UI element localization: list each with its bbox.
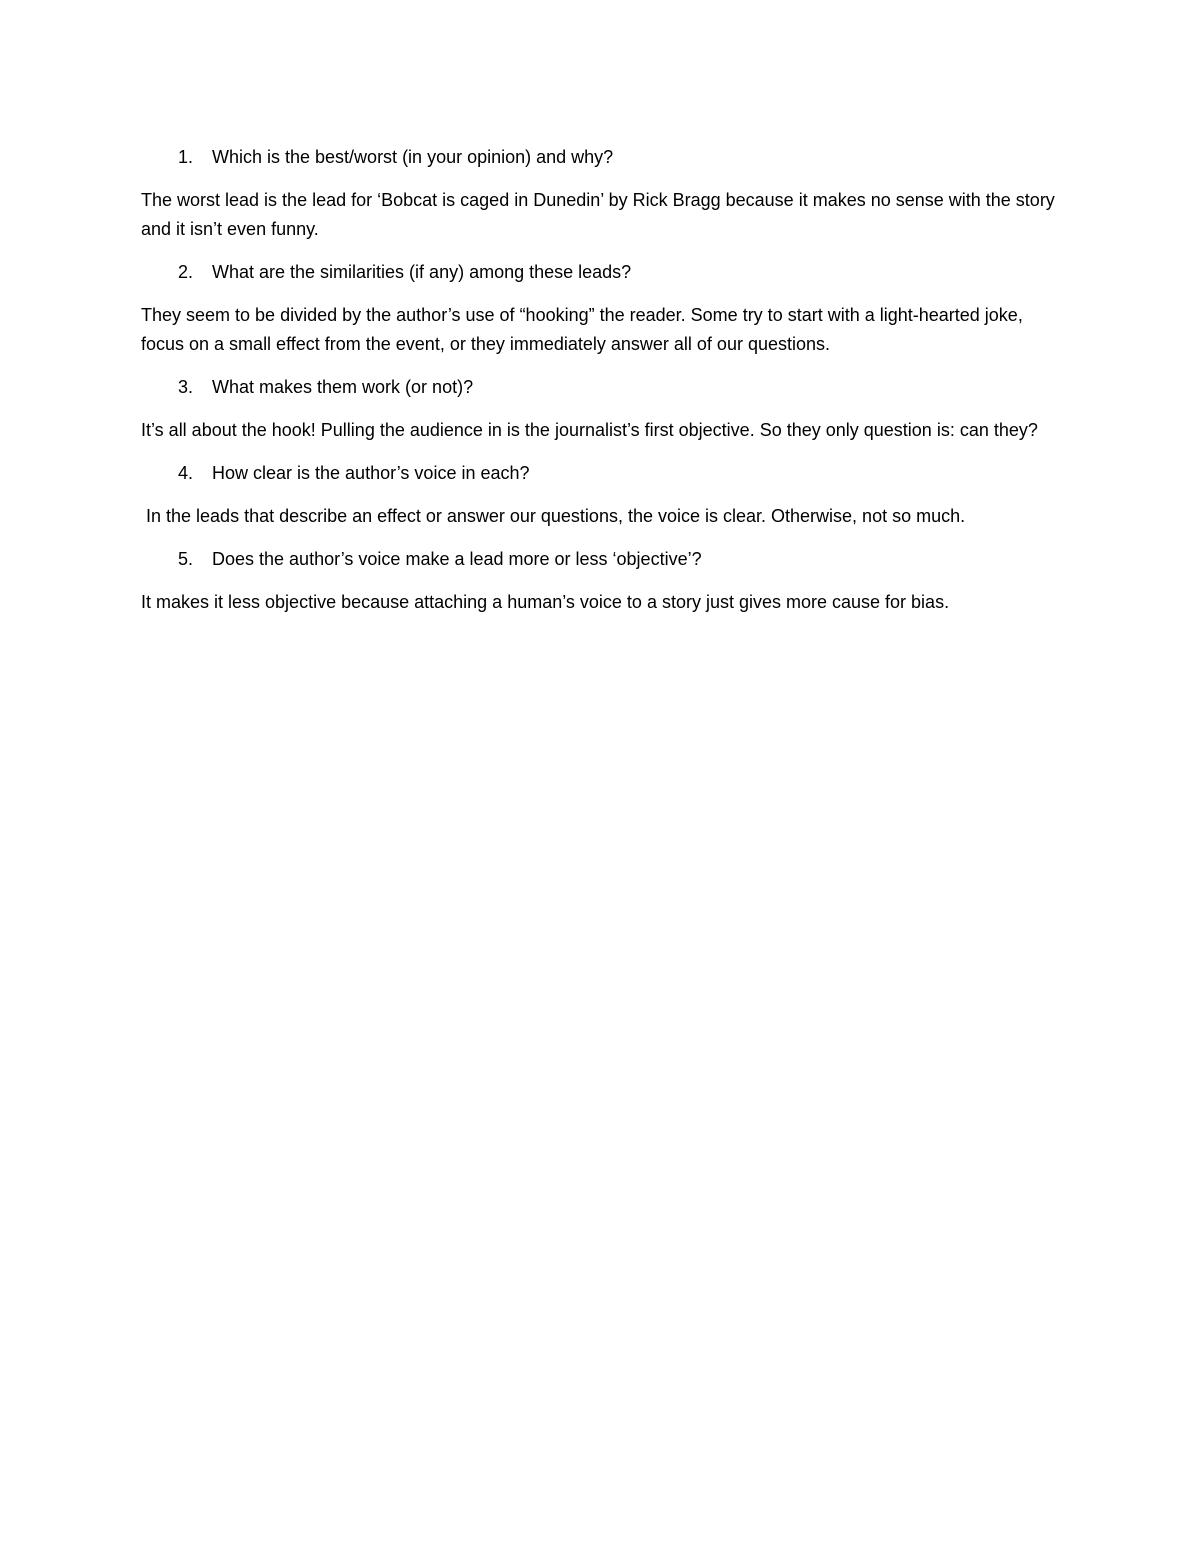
question-text: What are the similarities (if any) among these leads?	[212, 262, 632, 282]
document-body	[141, 143, 1061, 631]
question-number: 3.	[178, 377, 194, 397]
answer-3: It’s all about the hook! Pulling the audience in is the journalist’s first objective. So they only question is: can they?	[141, 420, 1038, 440]
question-text: How clear is the author’s voice in each?	[212, 463, 530, 483]
question-number: 5.	[178, 549, 194, 569]
answer-1: The worst lead is the lead for ‘Bobcat is caged in Dunedin’ by Rick Bragg because it makes no sense with the story and it isn’t even funny.	[141, 190, 1055, 239]
question-1	[141, 143, 1061, 172]
question-5	[141, 545, 1061, 574]
answer-2: They seem to be divided by the author’s use of “hooking” the reader. Some try to start with a light-hearted joke, focus on a small effect from the event, or they immediately answer all of our questions.	[141, 305, 1023, 354]
question-text: What makes them work (or not)?	[212, 377, 474, 397]
answer-5: It makes it less objective because attaching a human’s voice to a story just gives more cause for bias.	[141, 592, 950, 612]
question-number: 4.	[178, 463, 194, 483]
question-3	[141, 373, 1061, 402]
question-text: Which is the best/worst (in your opinion) and why?	[212, 147, 614, 167]
answer-4: In the leads that describe an effect or answer our questions, the voice is clear. Otherwise, not so much.	[146, 506, 966, 526]
question-text: Does the author’s voice make a lead more or less ‘objective’?	[212, 549, 702, 569]
question-2	[141, 258, 1061, 287]
question-number: 2.	[178, 262, 194, 282]
question-4	[141, 459, 1061, 488]
question-number: 1.	[178, 147, 194, 167]
